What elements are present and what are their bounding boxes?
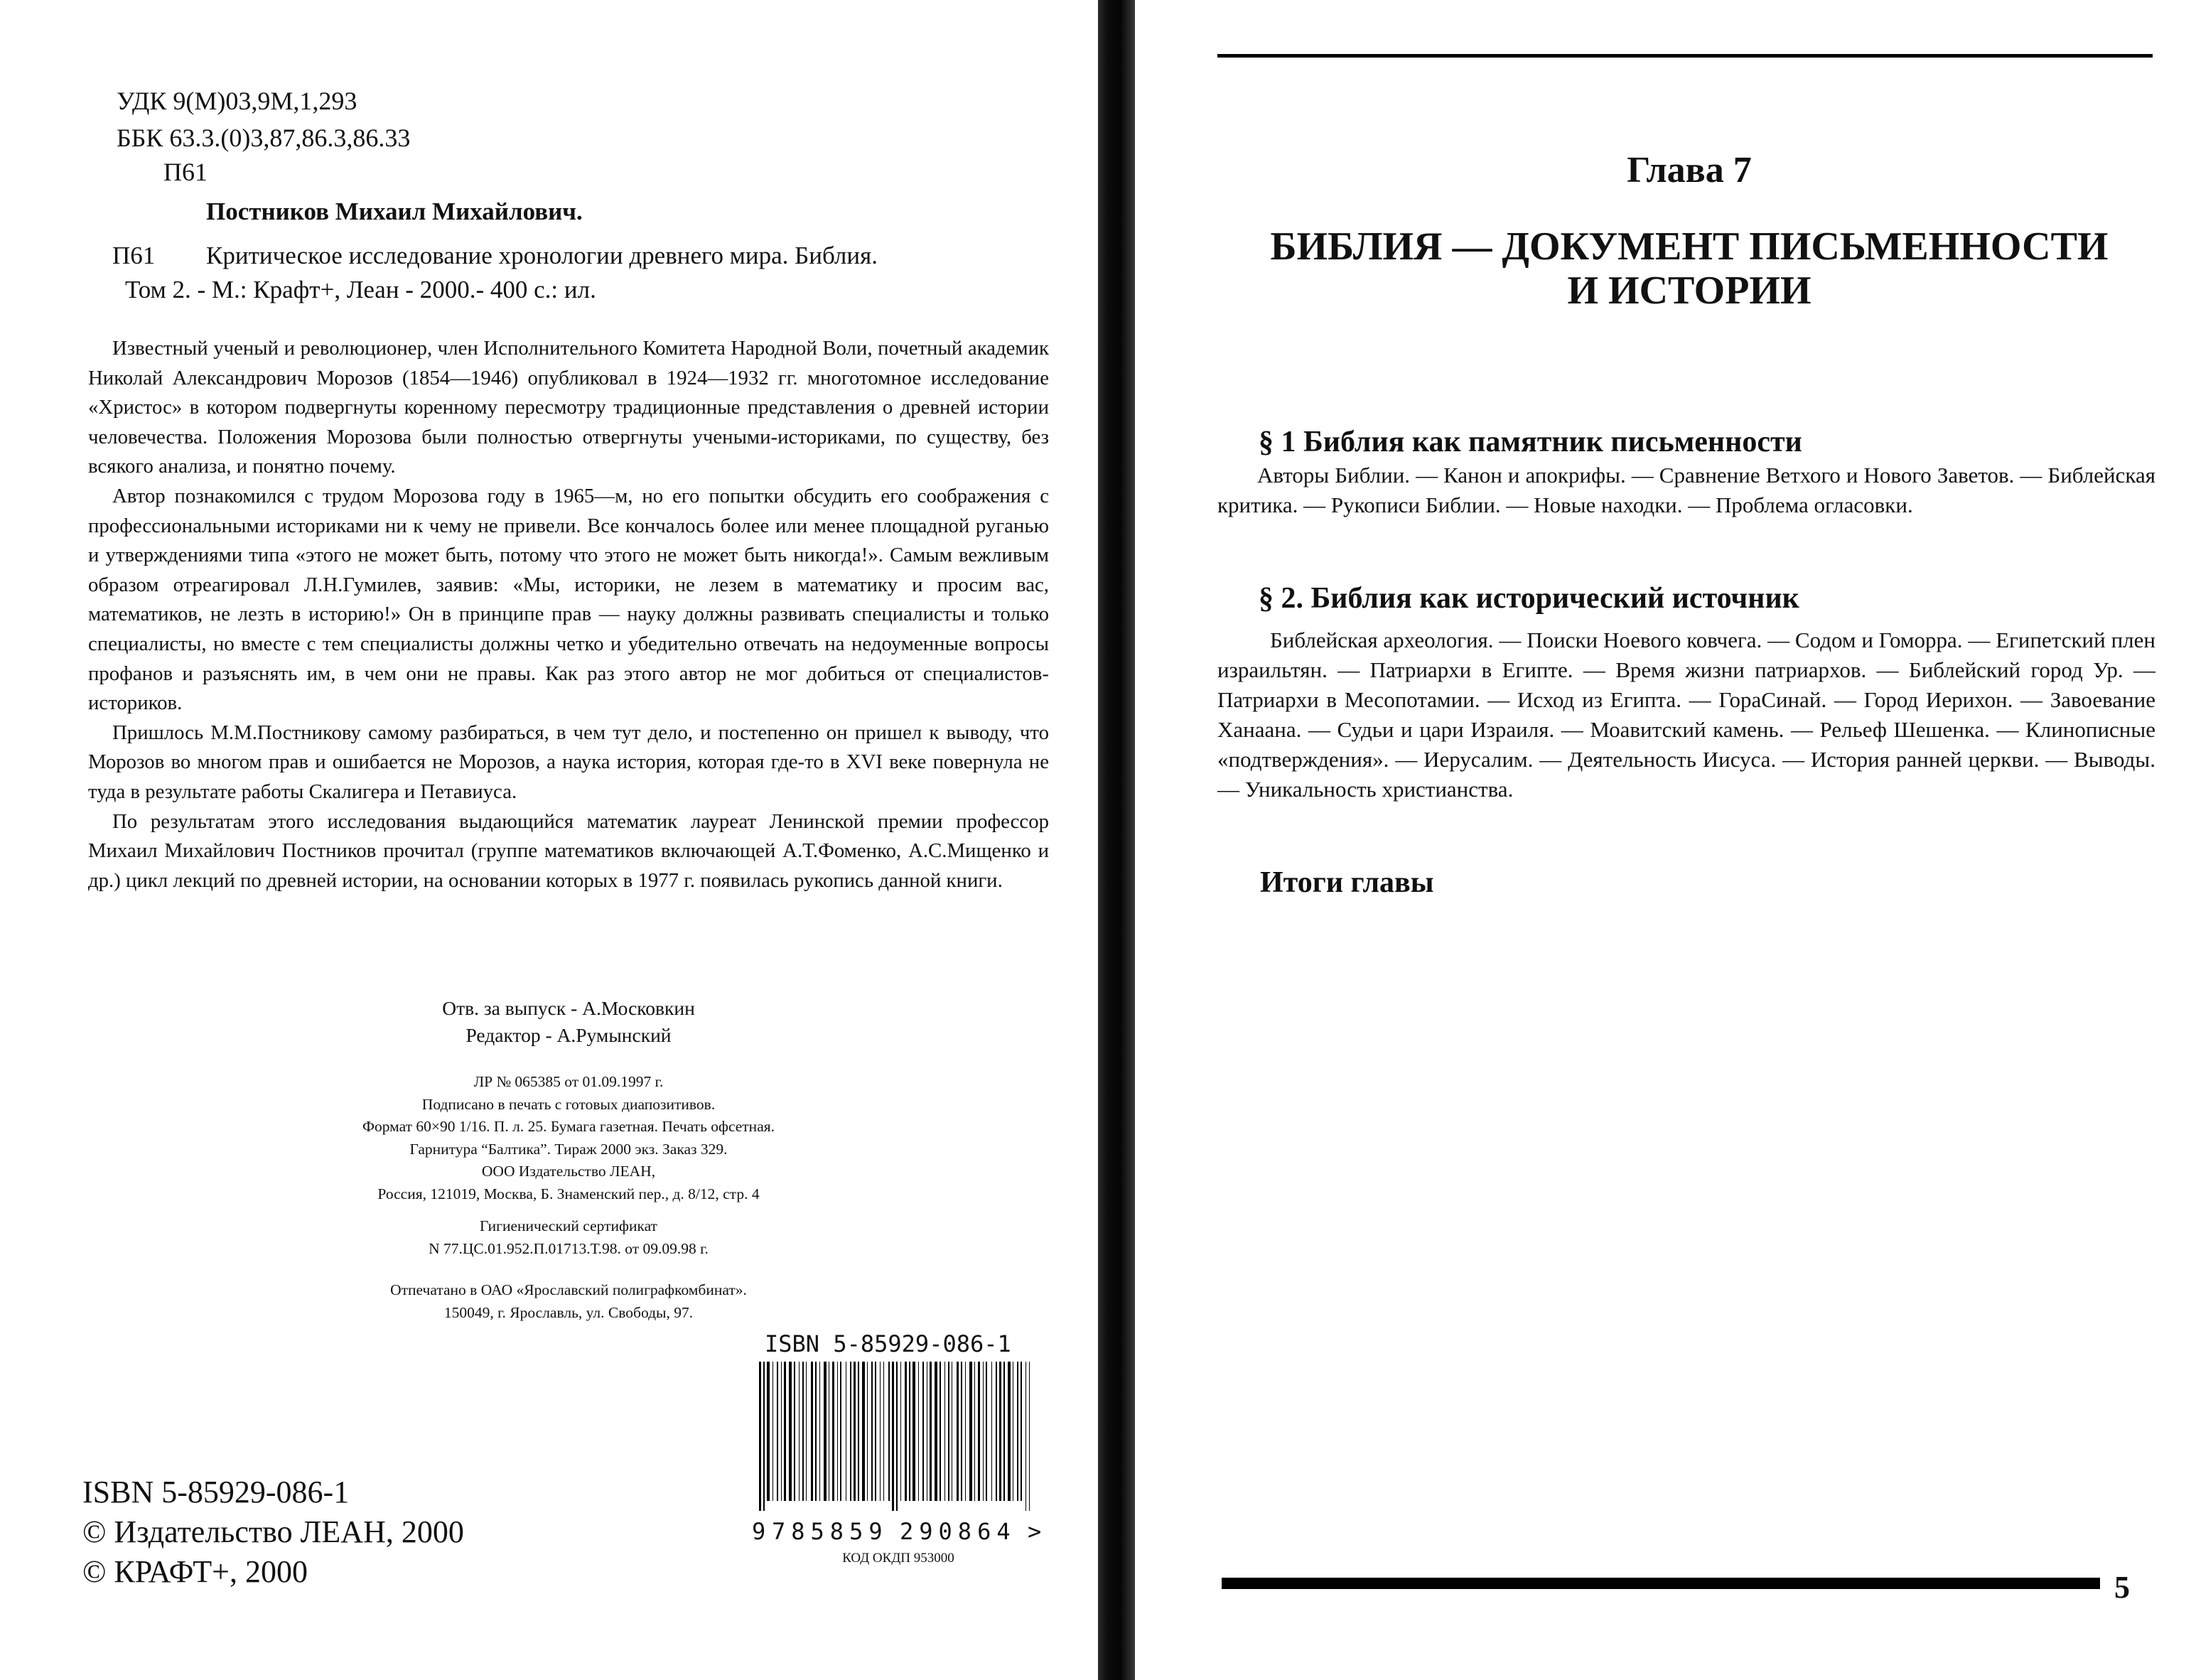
- chapter-label: Глава 7: [1627, 150, 1752, 190]
- printer-info: [213, 1279, 924, 1324]
- printer-line: 150049, г. Ярославль, ул. Свободы, 97.: [443, 1303, 694, 1321]
- barcode-bar: [763, 1362, 765, 1511]
- barcode-bar: [871, 1362, 873, 1501]
- barcode-bar: [1025, 1362, 1026, 1511]
- bbk-code: ББК 63.3.(0)3,87,86.3,86.33: [117, 124, 411, 152]
- barcode-bar: [799, 1362, 800, 1501]
- barcode-bar: [892, 1362, 894, 1511]
- certificate-line: Гигиенический сертификат: [480, 1217, 657, 1234]
- certificate-line: N 77.ЦС.01.952.П.01713.Т.98. от 09.09.98 г.: [429, 1239, 709, 1257]
- barcode-bar: [777, 1362, 778, 1501]
- barcode-bar: [858, 1362, 859, 1501]
- barcode-digits: 290864: [900, 1518, 1016, 1545]
- barcode-bar: [1021, 1362, 1022, 1501]
- barcode-bar: [996, 1362, 997, 1501]
- barcode-bar: [935, 1362, 937, 1501]
- book-spine-shadow: [1098, 0, 1135, 1680]
- barcode-bar: [811, 1362, 813, 1501]
- okdp-code: КОД ОКДП 953000: [842, 1551, 954, 1566]
- barcode-bar: [883, 1362, 884, 1501]
- barcode-bar: [1003, 1362, 1005, 1501]
- barcode-bar: [854, 1362, 856, 1501]
- barcode-bar: [909, 1362, 910, 1501]
- annotation-paragraph: По результатам этого исследования выдающийся математик лауреат Ленинской премии профессор Михаил Михайлович Постников прочитал (группе математиков включающей А.Т.Фоменко, А.С.Мищенко и др.) цикл лекций по древней истории, на основании которых в 1977 г. появилась рукопись данной книги.: [88, 809, 1049, 892]
- barcode-bar: [784, 1362, 786, 1501]
- barcode-digit: >: [1028, 1518, 1042, 1545]
- editor: Редактор - А.Румынский: [465, 1024, 672, 1046]
- section-1-heading: § 1 Библия как памятник письменности: [1259, 426, 1802, 458]
- copyright: [82, 1472, 464, 1592]
- barcode-bar: [961, 1362, 962, 1501]
- barcode-isbn-label: ISBN 5-85929-086-1: [765, 1330, 1011, 1357]
- barcode-digits: 785859: [772, 1518, 888, 1545]
- barcode-bar: [900, 1362, 901, 1501]
- chapter-title-line: БИБЛИЯ — ДОКУМЕНТ ПИСЬМЕННОСТИ: [1270, 225, 2109, 269]
- barcode-bar: [991, 1362, 992, 1501]
- imprint-line: Гарнитура “Балтика”. Тираж 2000 экз. Заказ 329.: [409, 1140, 728, 1158]
- barcode-bar: [1008, 1362, 1011, 1501]
- index-code-2: П61: [112, 242, 156, 269]
- barcode-bar: [957, 1362, 959, 1501]
- annotation-paragraph: Пришлось М.М.Постникову самому разбираться, в чем тут дело, и постепенно он пришел к выводу, что Морозов во многом прав и ошибается не Морозов, а наука история, которая где-то в XVI веке повернула не туда в результате работы Скалигера и Петавиуса.: [88, 721, 1049, 803]
- section-2-body: Библейская археология. — Поиски Ноевого ковчега. — Содом и Гоморра. — Египетский плен израильтян. — Патриархи в Египте. — Время жизни патриархов. — Библейский город Ур. — Патриархи в Месопотамии. — Исход из Египта. — ГораСинай. — Город Иерихон. — Завоевание Ханаана. — Судьи и цари Израиля. — Моавитский камень. — Рельеф Шешенка. — Клинописные «подтверждения». — Иерусалим. — Деятельность Иисуса. — История ранней церкви. — Выводы. — Уникальность христианства.: [1217, 628, 2155, 802]
- imprint: [213, 1071, 924, 1205]
- barcode-bar: [759, 1362, 761, 1511]
- barcode-bar: [772, 1362, 773, 1501]
- barcode-bar: [978, 1362, 980, 1501]
- barcode-bar: [802, 1362, 804, 1501]
- barcode-bar: [781, 1362, 782, 1501]
- author-name: Постников Михаил Михайлович.: [206, 198, 583, 225]
- barcode-bar: [999, 1362, 1001, 1501]
- barcode-bar: [986, 1362, 987, 1501]
- section-1-body: Авторы Библии. — Канон и апокрифы. — Сравнение Ветхого и Нового Заветов. — Библейская критика. — Рукописи Библии. — Новые находки. — Проблема огласовки.: [1217, 463, 2155, 517]
- barcode-bar: [840, 1362, 841, 1501]
- barcode-bar: [896, 1362, 898, 1511]
- barcode-bar: [969, 1362, 972, 1501]
- barcode-bar: [940, 1362, 941, 1501]
- barcode-digit: 9: [752, 1518, 766, 1545]
- barcode-bar: [930, 1362, 932, 1501]
- barcode-bar: [965, 1362, 966, 1501]
- annotation: [88, 334, 1049, 895]
- barcode-bar: [905, 1362, 907, 1501]
- imprint-line: ЛР № 065385 от 01.09.1997 г.: [473, 1073, 664, 1090]
- barcode-bar: [913, 1362, 915, 1501]
- imprint-line: Формат 60×90 1/16. П. л. 25. Бумага газетная. Печать офсетная.: [362, 1118, 775, 1135]
- book-title-line: Критическое исследование хронологии древнего мира. Библия.: [206, 242, 878, 269]
- barcode-bar: [837, 1362, 838, 1501]
- barcode-bar: [862, 1362, 865, 1501]
- barcode-bar: [888, 1362, 890, 1501]
- index-code: П61: [163, 158, 208, 186]
- barcode-bar: [983, 1362, 984, 1501]
- bottom-rule: [1222, 1578, 2100, 1589]
- barcode-bar: [806, 1362, 807, 1501]
- right-page: [1135, 0, 2191, 1680]
- copyright-kraft: © КРАФТ+, 2000: [82, 1554, 308, 1589]
- barcode-bar: [922, 1362, 924, 1501]
- annotation-paragraph: Автор познакомился с трудом Морозова году в 1965—м, но его попытки обсудить его соображения с профессиональными историками ни к чему не привели. Все кончалось более или менее площадной руганью и утверждениями типа «этого не может быть, потому что этого не может быть никогда!». Самым вежливым образом отреагировал Л.Н.Гумилев, заявив: «Мы, историки, не лезем в математику и просим вас, математиков, не лезть в историю!» Он в принципе прав — науку должны развивать специалисты и только специалисты, но вместе с тем специалисты должны четко и убедительно отвечать на недоуменные вопросы профанов и разъяснять им, в чем они не правы. Как раз этого автор не мог добиться от специалистов- историков.: [88, 484, 1049, 715]
- barcode-bar: [875, 1362, 876, 1501]
- barcode-bar: [815, 1362, 817, 1501]
- barcode-bar: [819, 1362, 820, 1501]
- barcode-bar: [880, 1362, 881, 1501]
- annotation-paragraph: Известный ученый и революционер, член Исполнительного Комитета Народной Воли, почетный академик Николай Александрович Морозов (1854—1946) опубликовал в 1924—1932 гг. многотомное исследование «Христос» в котором подвергнуты коренному пересмотру традиционные представления о древней истории человечества. Положения Морозова были полностью отвергнуты учеными-историками, по существу, без всякого анализа, и понятно почему.: [88, 337, 1049, 478]
- copyright-isbn: ISBN 5-85929-086-1: [82, 1475, 350, 1509]
- responsible-editor: Отв. за выпуск - А.Московкин: [442, 997, 695, 1019]
- barcode-bar: [824, 1362, 827, 1501]
- volume-line: Том 2. - М.: Крафт+, Леан - 2000.- 400 с.: ил.: [125, 276, 596, 303]
- barcode-bar: [1029, 1362, 1030, 1511]
- imprint-line: Подписано в печать с готовых диапозитивов.: [421, 1095, 716, 1113]
- barcode-bar: [832, 1362, 834, 1501]
- barcode-bar: [918, 1362, 919, 1501]
- barcode-bar: [1017, 1362, 1018, 1501]
- certificate: [213, 1215, 924, 1260]
- barcode-bar: [867, 1362, 868, 1501]
- barcode-bar: [767, 1362, 770, 1501]
- barcode-bars: [756, 1362, 1035, 1511]
- section-2-heading: § 2. Библия как исторический источник: [1259, 582, 1799, 615]
- imprint-line: Россия, 121019, Москва, Б. Знаменский пер., д. 8/12, стр. 4: [377, 1185, 760, 1202]
- printer-line: Отпечатано в ОАО «Ярославский полиграфкомбинат».: [390, 1281, 747, 1298]
- summary-heading: Итоги главы: [1260, 866, 1434, 899]
- barcode-bar: [850, 1362, 851, 1501]
- chapter-title-line: И ИСТОРИИ: [1567, 269, 1812, 313]
- barcode-bar: [794, 1362, 795, 1501]
- barcode-bar: [974, 1362, 975, 1501]
- barcode: [752, 1362, 1042, 1573]
- page-number: 5: [2114, 1570, 2130, 1605]
- barcode-bar: [948, 1362, 949, 1501]
- barcode-bar: [789, 1362, 792, 1501]
- udk-code: УДК 9(М)03,9М,1,293: [117, 87, 357, 115]
- credits: [298, 995, 839, 1049]
- imprint-line: ООО Издательство ЛЕАН,: [481, 1163, 656, 1180]
- chapter-title: [1220, 225, 2158, 313]
- top-rule: [1217, 54, 2153, 58]
- copyright-lean: © Издательство ЛЕАН, 2000: [82, 1514, 464, 1549]
- barcode-bar: [944, 1362, 945, 1501]
